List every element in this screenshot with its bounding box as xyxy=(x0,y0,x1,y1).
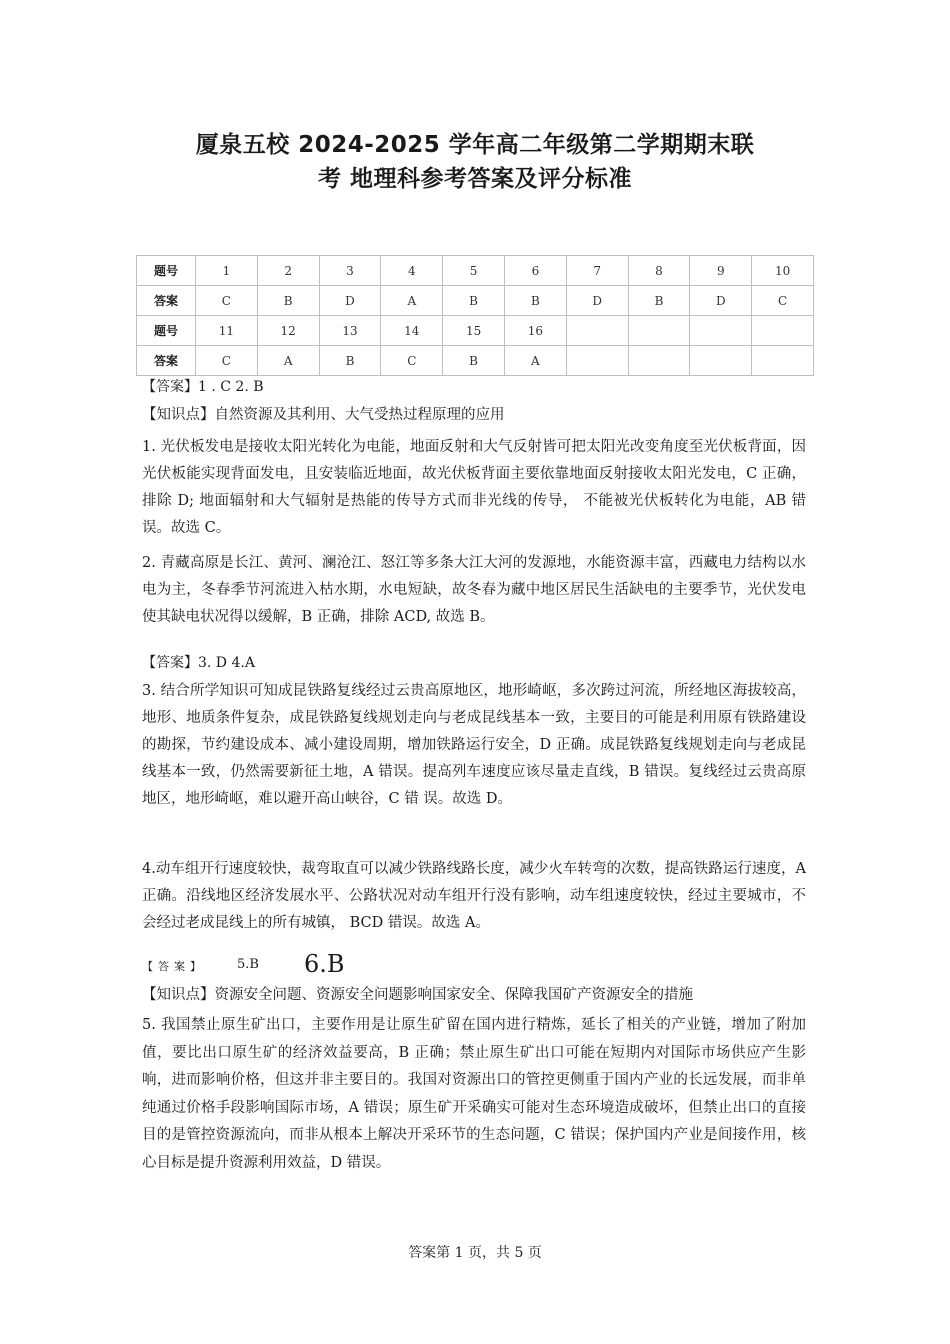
answer-table-cell: C xyxy=(752,286,814,316)
explanation-q3: 3. 结合所学知识可知成昆铁路复线经过云贵高原地区，地形崎岖，多次跨过河流，所经地区海拔较高，地形、地质条件复杂，成昆铁路复线规划走向与老成昆线基本一致，主要目的可能是利用原有铁路建设的勘探，节约建设成本、减小建设周期，增加铁路运行安全，D 正确。成昆铁路复线规划走向与老成昆线基本一致，仍然需要新征土地，A 错误。提高列车速度应该尽量走直线，B 错误。复线经过云贵高原地区，地形崎岖，难以避开高山峡谷，C 错 误。故选 D。 xyxy=(142,683,806,807)
answer-table-cell: 7 xyxy=(566,256,628,286)
document-title xyxy=(120,128,830,196)
answer-table-cell: B xyxy=(628,286,690,316)
answer-table-cell: 6 xyxy=(504,256,566,286)
answer-table-cell xyxy=(628,346,690,376)
answer-table-cell: A xyxy=(381,286,443,316)
knowledge-point-3: 【知识点】资源安全问题、资源安全问题影响国家安全、保障我国矿产资源安全的措施 xyxy=(142,987,693,1003)
answer-table-cell: 1 xyxy=(196,256,258,286)
answer-6: 6.B xyxy=(304,950,345,978)
answer-table-cell: 12 xyxy=(257,316,319,346)
answer-table-cell xyxy=(566,346,628,376)
answer-table-cell: 9 xyxy=(690,256,752,286)
title-line-2: 考 地理科参考答案及评分标准 xyxy=(317,166,632,192)
explanation-q4: 4.动车组开行速度较快，裁弯取直可以减少铁路线路长度，减少火车转弯的次数，提高铁路运行速度，A 正确。沿线地区经济发展水平、公路状况对动车组开行没有影响，动车组速度较快，经过主要城市，不会经过老成昆线上的所有城镇， BCD 错误。故选 A。 xyxy=(142,861,806,931)
answer-table xyxy=(136,255,814,376)
answer-table-cell xyxy=(566,316,628,346)
answer-table-cell xyxy=(752,316,814,346)
answer-table-cell xyxy=(690,346,752,376)
answer-table-cell: 11 xyxy=(196,316,258,346)
page-footer: 答案第 1 页，共 5 页 xyxy=(408,1245,542,1261)
answer-table-cell xyxy=(690,316,752,346)
answer-table-cell: C xyxy=(196,286,258,316)
answer-table-cell: 4 xyxy=(381,256,443,286)
answer-table-row xyxy=(137,346,814,376)
answer-table-cell: 5 xyxy=(443,256,505,286)
answer-table-cell: B xyxy=(504,286,566,316)
answer-table-cell xyxy=(752,346,814,376)
answer-table-row xyxy=(137,286,814,316)
explanation-q5: 5. 我国禁止原生矿出口，主要作用是让原生矿留在国内进行精炼，延长了相关的产业链，增加了附加值，要比出口原生矿的经济效益要高，B 正确；禁止原生矿出口可能在短期内对国际市场供应产生影响，进而影响价格，但这并非主要目的。我国对资源出口的管控更侧重于国内产业的长远发展，而非单纯通过价格手段影响国际市场，A 错误；原生矿开采确实可能对生态环境造成破坏，但禁止出口的直接目的是管控资源流向，而非从根本上解决开采环节的生态问题，C 错误；保护国内产业是间接作用，核心目标是提升资源利用效益，D 错误。 xyxy=(142,1017,806,1171)
answer-table-cell: A xyxy=(257,346,319,376)
answer-5-6-label: 【答案】 xyxy=(142,960,206,973)
answer-5: 5.B xyxy=(237,957,259,972)
answer-table-cell: 13 xyxy=(319,316,381,346)
answer-table-cell: 15 xyxy=(443,316,505,346)
explanation-q2: 2. 青藏高原是长江、黄河、澜沧江、怒江等多条大江大河的发源地，水能资源丰富，西藏电力结构以水电为主，冬春季节河流进入枯水期，水电短缺，故冬春为藏中地区居民生活缺电的主要季节，光伏发电使其缺电状况得以缓解，B 正确，排除 ACD, 故选 B。 xyxy=(142,555,806,625)
answer-table-cell: 8 xyxy=(628,256,690,286)
answer-table-row-header: 题号 xyxy=(137,316,196,346)
answer-table-row xyxy=(137,316,814,346)
answer-table-cell: B xyxy=(443,286,505,316)
answer-table-cell: B xyxy=(443,346,505,376)
title-line-1: 厦泉五校 2024-2025 学年高二年级第二学期期末联 xyxy=(195,132,755,158)
answer-table-cell xyxy=(628,316,690,346)
knowledge-point-1: 【知识点】自然资源及其利用、大气受热过程原理的应用 xyxy=(142,407,505,423)
answer-table-cell: 2 xyxy=(257,256,319,286)
answer-table-row-header: 答案 xyxy=(137,286,196,316)
answer-table-cell: 10 xyxy=(752,256,814,286)
answer-table-row-header: 答案 xyxy=(137,346,196,376)
answer-table-cell: 16 xyxy=(504,316,566,346)
answer-table-row xyxy=(137,256,814,286)
answer-table-cell: 14 xyxy=(381,316,443,346)
answer-table-cell: B xyxy=(319,346,381,376)
answer-table-cell: B xyxy=(257,286,319,316)
answer-table-row-header: 题号 xyxy=(137,256,196,286)
answer-3-4: 【答案】3. D 4.A xyxy=(142,655,255,671)
answer-table-cell: D xyxy=(566,286,628,316)
answer-table-cell: 3 xyxy=(319,256,381,286)
answer-1-2: 【答案】1 . C 2. B xyxy=(142,379,264,395)
explanation-q1: 1. 光伏板发电是接收太阳光转化为电能，地面反射和大气反射皆可把太阳光改变角度至光伏板背面，因光伏板能实现背面发电，且安装临近地面，故光伏板背面主要依靠地面反射接收太阳光发电，C 正确，排除 D; 地面辐射和大气辐射是热能的传导方式而非光线的传导， 不能被光伏板转化为电能，AB 错误。故选 C。 xyxy=(142,439,806,536)
answer-table-cell: D xyxy=(690,286,752,316)
answer-table-cell: D xyxy=(319,286,381,316)
answer-table-cell: A xyxy=(504,346,566,376)
answer-table-cell: C xyxy=(381,346,443,376)
answer-table-cell: C xyxy=(196,346,258,376)
